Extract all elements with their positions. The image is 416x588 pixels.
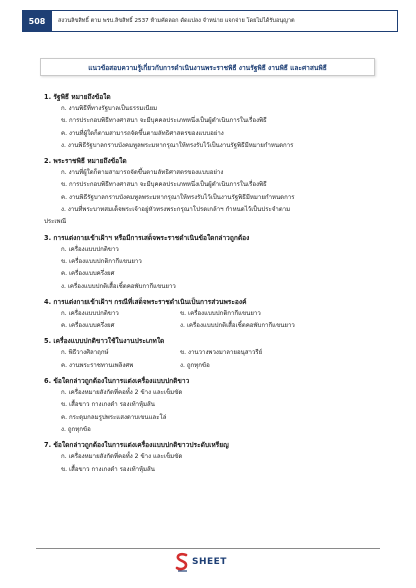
document-title: แนวข้อสอบความรู้เกี่ยวกับการดำเนินงานพระราชพิธี งานรัฐพิธี งานพิธี และศาสนพิธี [88, 63, 327, 72]
question-5: 5. เครื่องแบบปกติขาวใช้ในงานประเภทใด [44, 337, 165, 346]
question-1: 1. รัฐพิธี หมายถึงข้อใด [44, 93, 111, 101]
logo-wordmark: SHEET [192, 557, 227, 567]
q2-option-b: ข. การประกอบพิธีทางศาสนา จะมีบุคคลประเภทหนึ่งเป็นผู้ดำเนินการในเรื่องพิธี [61, 181, 267, 189]
question-7: 7. ข้อใดกล่าวถูกต้องในการแต่งเครื่องแบบปกติขาวประดับเหรียญ [44, 441, 229, 450]
q2-option-d: ง. งานที่พระบาทสมเด็จพระเจ้าอยู่หัวทรงพระกรุณาโปรดเกล้าฯ กำหนดไว้เป็นประจำตาม [61, 206, 291, 214]
document-title-box [40, 58, 375, 76]
q2-option-a: ก. งานที่ผู้ใดก็ตามสามารถจัดขึ้นตามลัทธิศาสตรของแบบอย่าง [61, 169, 224, 177]
q2-option-d-continued: ประเพณี [44, 218, 67, 226]
question-4: 4. การแต่งกายเข้าเฝ้าฯ กรณีที่เสด็จพระราชดำเนินเป็นการส่วนพระองค์ [44, 297, 247, 306]
q3-option-c: ค. เครื่องแบบครึ่งยศ [61, 270, 115, 278]
q2-option-c: ค. งานพิธีรัฐบาลกราบบังคมทูลพระมหากรุณาให้ทรงรับไว้เป็นงานรัฐพิธีมีหมายกำหนดการ [61, 193, 295, 201]
q4-options-row-2 [44, 320, 384, 332]
q5-option-a: ก. พิธีวางศิลาฤกษ์ [61, 349, 109, 357]
q5-options-row-2 [44, 360, 384, 372]
q4-option-d: ง. เครื่องแบบปกติเสื้อเชิ้ตคอพับกากีแขนยาว [180, 322, 295, 330]
page-header [22, 10, 398, 32]
q4-options-row-1 [44, 308, 384, 320]
q5-option-c: ค. งานพระราชทานเพลิงศพ [61, 361, 134, 369]
q3-option-b: ข. เครื่องแบบปกติกากีแขนยาว [61, 257, 142, 265]
q1-option-d: ง. งานพิธีรัฐบาลกราบบังคมทูลพระมหากรุณาให้ทรงรับไว้เป็นงานรัฐพิธีมีหมายกำหนดการ [61, 141, 294, 149]
footer-divider [36, 548, 380, 549]
q3-option-d: ง. เครื่องแบบปกติเสื้อเชิ้ตคอพับกากีแขนยาว [61, 282, 176, 290]
q5-option-d: ง. ถูกทุกข้อ [180, 361, 210, 369]
q1-option-c: ค. งานที่ผู้ใดก็ตามสามารถจัดขึ้นตามลัทธิศาสตรของแบบอย่าง [61, 129, 224, 137]
q7-option-b: ข. เสื้อขาว กางเกงดำ รองเท้าหุ้มส้น [61, 465, 155, 473]
question-2: 2. พระราชพิธี หมายถึงข้อใด [44, 157, 127, 166]
q6-option-c: ค. กระดุมกลมรูปพระแสงดาบเขนและโล่ [61, 413, 167, 421]
question-6: 6. ข้อใดกล่าวถูกต้องในการแต่งเครื่องแบบปกติขาว [44, 377, 190, 386]
q5-options-row-1 [44, 347, 384, 359]
q1-option-b: ข. การประกอบพิธีทางศาสนา จะมีบุคคลประเภทหนึ่งเป็นผู้ดำเนินการในเรื่องพิธี [61, 117, 267, 125]
copyright-notice: สงวนลิขสิทธิ์ ตาม พรบ.ลิขสิทธิ์ 2537 ห้ามคัดลอก ดัดแปลง จำหน่าย แจกจ่าย โดยไม่ได้รับอนุญาต [52, 10, 398, 32]
q6-option-d: ง. ถูกทุกข้อ [61, 425, 91, 433]
page-number: 508 [22, 10, 52, 32]
q1-option-a: ก. งานพิธีที่ทางรัฐบาลเป็นธรรมเนียม [61, 105, 158, 112]
q4-option-c: ค. เครื่องแบบครึ่งยศ [61, 322, 115, 330]
q4-option-b: ข. เครื่องแบบปกติกากีแขนยาว [180, 309, 261, 317]
question-list [44, 88, 384, 476]
question-3: 3. การแต่งกายเข้าเฝ้าฯ หรือมีการเสด็จพระราชดำเนินข้อใดกล่าวถูกต้อง [44, 233, 250, 242]
q5-option-b: ข. งานวางพวงมาลายอนุสาวรีย์ [180, 349, 263, 357]
sheet-logo [175, 552, 227, 572]
q7-option-a: ก. เครื่องหมายสังกัดที่คอทั้ง 2 ข้าง และเข็มขัด [61, 453, 183, 461]
q6-option-b: ข. เสื้อขาว กางเกงดำ รองเท้าหุ้มส้น [61, 401, 155, 409]
sheet-logo-icon [175, 552, 189, 572]
q3-option-a: ก. เครื่องแบบปกติขาว [61, 245, 119, 253]
q4-option-a: ก. เครื่องแบบปกติขาว [61, 309, 119, 317]
q6-option-a: ก. เครื่องหมายสังกัดที่คอทั้ง 2 ข้าง และเข็มขัด [61, 389, 183, 397]
